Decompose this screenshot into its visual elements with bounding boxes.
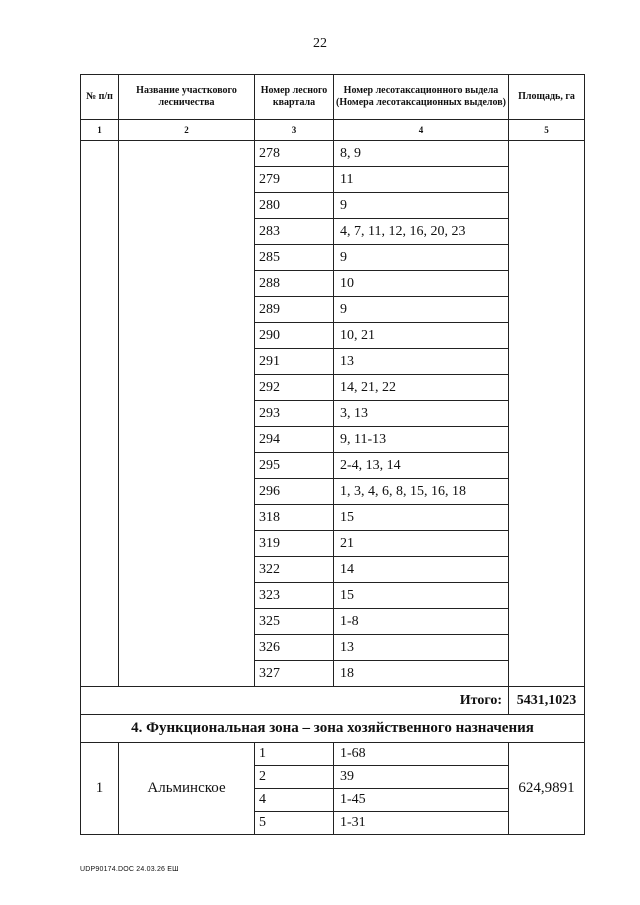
plot-numbers-cell: 9 bbox=[334, 245, 509, 271]
entry-number: 1 bbox=[81, 743, 119, 835]
table-row bbox=[81, 743, 585, 766]
plot-numbers-cell: 18 bbox=[334, 661, 509, 687]
page-number: 22 bbox=[313, 36, 327, 51]
plot-numbers-cell: 3, 13 bbox=[334, 401, 509, 427]
column-number: 5 bbox=[509, 120, 585, 141]
quarter-number-cell: 292 bbox=[255, 375, 334, 401]
quarter-number-cell: 280 bbox=[255, 193, 334, 219]
quarter-number-cell: 294 bbox=[255, 427, 334, 453]
forestry-name: Альминское bbox=[119, 743, 255, 835]
header-quarter-number: Номер лесного квартала bbox=[255, 75, 334, 120]
zone-title-row bbox=[81, 715, 585, 743]
total-value: 5431,1023 bbox=[509, 687, 585, 715]
quarter-number-cell: 327 bbox=[255, 661, 334, 687]
total-row bbox=[81, 687, 585, 715]
plot-numbers-cell: 1-68 bbox=[334, 743, 509, 766]
plot-numbers-cell: 14 bbox=[334, 557, 509, 583]
plot-numbers-cell: 39 bbox=[334, 766, 509, 789]
quarter-number-cell: 323 bbox=[255, 583, 334, 609]
plot-numbers-cell: 9 bbox=[334, 297, 509, 323]
header-plot-number: Номер лесотаксационного выдела (Номера лесотаксационных выделов) bbox=[334, 75, 509, 120]
quarter-number-cell: 278 bbox=[255, 141, 334, 167]
quarter-number-cell: 290 bbox=[255, 323, 334, 349]
plot-numbers-cell: 11 bbox=[334, 167, 509, 193]
quarter-number-cell: 319 bbox=[255, 531, 334, 557]
quarter-number-cell: 279 bbox=[255, 167, 334, 193]
plot-numbers-cell: 15 bbox=[334, 583, 509, 609]
quarter-number-cell: 318 bbox=[255, 505, 334, 531]
plot-numbers-cell: 10 bbox=[334, 271, 509, 297]
document-footer: UDP90174.DOC 24.03.26 ЕШ bbox=[80, 866, 179, 873]
quarter-number-cell: 4 bbox=[255, 789, 334, 812]
quarter-number-cell: 1 bbox=[255, 743, 334, 766]
plot-numbers-cell: 4, 7, 11, 12, 16, 20, 23 bbox=[334, 219, 509, 245]
quarter-number-cell: 296 bbox=[255, 479, 334, 505]
column-number: 1 bbox=[81, 120, 119, 141]
column-number: 2 bbox=[119, 120, 255, 141]
number-cell bbox=[81, 141, 119, 687]
forest-plots-table bbox=[80, 74, 585, 835]
table-header-row bbox=[81, 75, 585, 120]
column-number: 4 bbox=[334, 120, 509, 141]
quarter-number-cell: 291 bbox=[255, 349, 334, 375]
column-number: 3 bbox=[255, 120, 334, 141]
plot-numbers-cell: 1, 3, 4, 6, 8, 15, 16, 18 bbox=[334, 479, 509, 505]
area-cell bbox=[509, 141, 585, 687]
header-area: Площадь, га bbox=[509, 75, 585, 120]
header-number: № п/п bbox=[81, 75, 119, 120]
quarter-number-cell: 293 bbox=[255, 401, 334, 427]
quarter-number-cell: 325 bbox=[255, 609, 334, 635]
plot-numbers-cell: 1-45 bbox=[334, 789, 509, 812]
zone-title: 4. Функциональная зона – зона хозяйственного назначения bbox=[81, 715, 585, 743]
plot-numbers-cell: 9 bbox=[334, 193, 509, 219]
plot-numbers-cell: 13 bbox=[334, 635, 509, 661]
quarter-number-cell: 289 bbox=[255, 297, 334, 323]
plot-numbers-cell: 10, 21 bbox=[334, 323, 509, 349]
area-value: 624,9891 bbox=[509, 743, 585, 835]
quarter-number-cell: 2 bbox=[255, 766, 334, 789]
quarter-number-cell: 326 bbox=[255, 635, 334, 661]
quarter-number-cell: 5 bbox=[255, 812, 334, 835]
column-number-row bbox=[81, 120, 585, 141]
header-forestry-name: Название участкового лесничества bbox=[119, 75, 255, 120]
plot-numbers-cell: 15 bbox=[334, 505, 509, 531]
plot-numbers-cell: 21 bbox=[334, 531, 509, 557]
quarter-number-cell: 283 bbox=[255, 219, 334, 245]
quarter-number-cell: 295 bbox=[255, 453, 334, 479]
plot-numbers-cell: 9, 11-13 bbox=[334, 427, 509, 453]
plot-numbers-cell: 1-31 bbox=[334, 812, 509, 835]
plot-numbers-cell: 14, 21, 22 bbox=[334, 375, 509, 401]
quarter-number-cell: 288 bbox=[255, 271, 334, 297]
forestry-name-cell bbox=[119, 141, 255, 687]
total-label: Итого: bbox=[81, 687, 509, 715]
plot-numbers-cell: 2-4, 13, 14 bbox=[334, 453, 509, 479]
plot-numbers-cell: 8, 9 bbox=[334, 141, 509, 167]
plot-numbers-cell: 13 bbox=[334, 349, 509, 375]
quarter-number-cell: 285 bbox=[255, 245, 334, 271]
quarter-number-cell: 322 bbox=[255, 557, 334, 583]
plot-numbers-cell: 1-8 bbox=[334, 609, 509, 635]
table-row bbox=[81, 141, 585, 167]
